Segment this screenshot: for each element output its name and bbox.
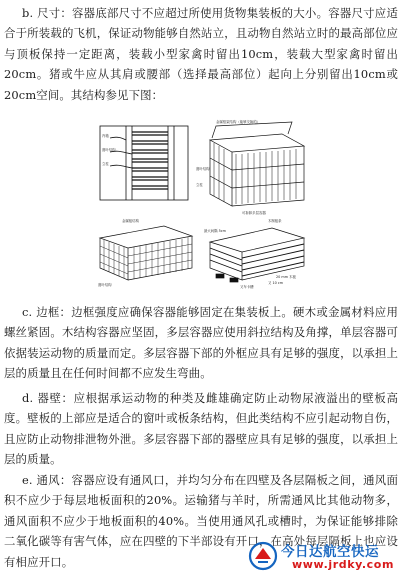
watermark-logo-icon (248, 541, 278, 571)
paragraph-walls (4, 388, 398, 470)
label-metal-plate: 金属板结构 (122, 219, 139, 223)
watermark-url: www.jrdky.com (292, 558, 395, 571)
watermark-name: 今日达航空快运 (281, 544, 379, 560)
label-louver-bottom: 窗叶结构 (98, 283, 112, 287)
label-louver-structure: 窗叶结构 (102, 148, 116, 152)
label-louver-structure-right: 窗叶结构 (196, 167, 210, 171)
multilevel-container-drawing (210, 122, 304, 206)
paragraph-frame-text: c. 边框：边框强度应确保容器能够固定在集装板上。硬木或金属材料应用螺丝紧固。木结构容器应坚固，多层容器应使用斜拉结构及角撑，单层容器可依据装运动物的质量而定。多层容器下部的外框应具有足够的强度，以承担上层的质量且在任何时间都不应发生弯曲。 (4, 305, 398, 381)
metal-plate-crate-drawing (100, 226, 192, 280)
label-10cm: 又 10 cm (268, 281, 284, 285)
louvered-crate-drawing (100, 126, 188, 200)
paragraph-walls-text: d. 器壁：应根据承运动物的种类及雌雄确定防止动物尿液溢出的壁板高度。壁板的上部应是适合的窗叶或板条结构，但此类结构不应引起动物自伤，且应防止动物排泄物外泄。多层容器下部的器壁应具有足够的强度，以承担上层的质量。 (4, 391, 398, 467)
label-inner-box: 内箱 (102, 134, 109, 138)
paragraph-ventilation-text: e. 通风：容器应设有通风口，并均匀分布在四壁及各层隔板之间，通风面积不应少于每层地板面积的20%。运输猪与羊时，所需通风比其他动物多，通风面积不应少于地板面积的40%。当使用通风孔或槽时，为保证能够排除二氧化碳等有害气体，应在四壁的下半部设有开口，在高处每层隔板上也应设有相应开口。 (4, 473, 398, 569)
label-metal-frame: 金属框架结构（能够交换的） (216, 120, 261, 124)
label-pillar-right: 立柱 (196, 183, 203, 187)
container-structure-figure (92, 118, 312, 289)
label-max-gap: 最大间隔 5cm (204, 229, 226, 233)
figure-drawing (92, 118, 312, 289)
paragraph-frame (4, 302, 398, 384)
label-forklift-slot: 叉车卡槽 (240, 285, 254, 289)
label-detachable-container: 可拆卸多层容器 (242, 211, 266, 215)
label-wood-slat: 木制板条 (268, 219, 282, 223)
label-wood-board: 20 mm 木板 (276, 275, 296, 279)
paragraph-size-text: b. 尺寸：容器底部尺寸不应超过所使用货物集装板的大小。容器尺寸应适合于所装载的飞机，保证动物能够自然站立，且动物自然站立时的最高部位应与顶板保持一定距离，装载小型家禽时留出10cm，装载大型家禽时留出20cm。猪或牛应从其肩或腰部（选择最高部位）起向上分别留出10cm或20cm空间。其结构参见下图： (4, 6, 398, 102)
wooden-slat-crate-drawing (210, 228, 304, 282)
watermark (248, 540, 398, 576)
label-pillar: 立柱 (102, 162, 109, 166)
paragraph-size (4, 3, 398, 105)
